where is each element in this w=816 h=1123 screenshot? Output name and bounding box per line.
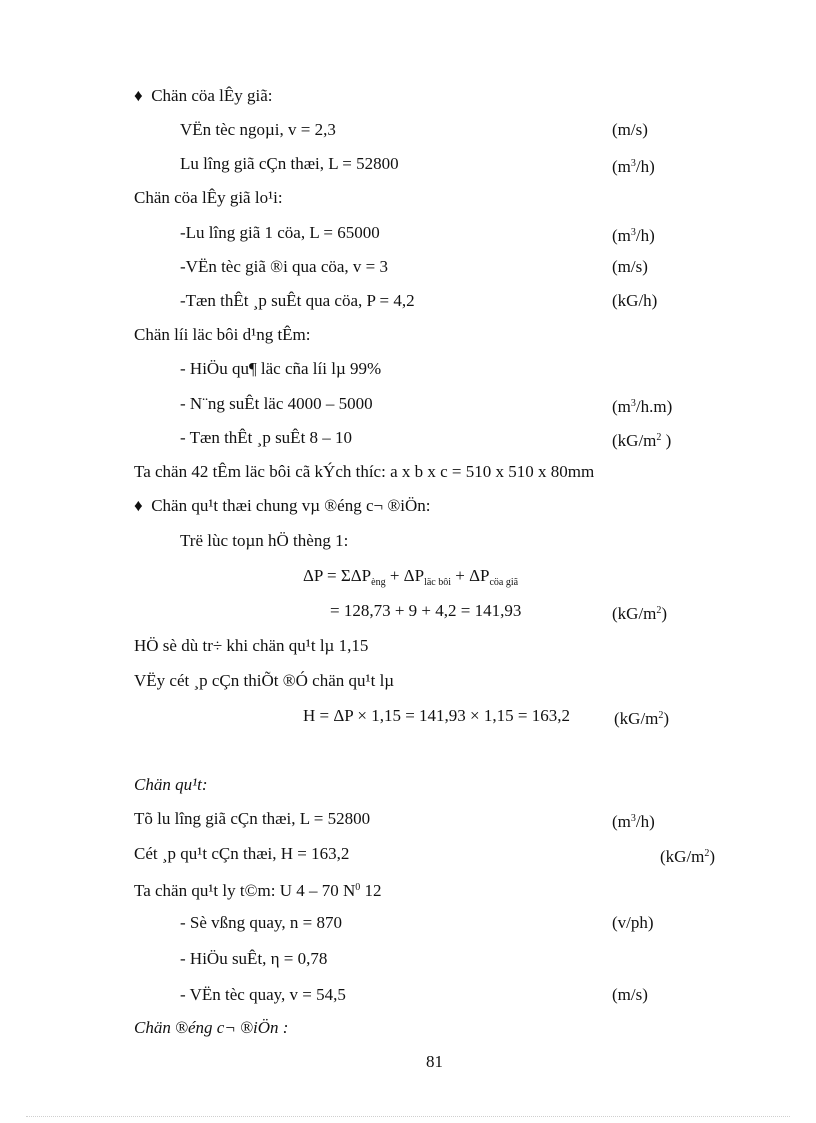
- unit-label: (m/s): [612, 257, 648, 276]
- text-line: VËn tèc ngoµi, v = 2,3: [180, 120, 336, 139]
- text-line: Tõ lu lîng giã cÇn thæi, L = 52800: [134, 809, 371, 828]
- unit-label: $(kG/m^2)$: [660, 847, 716, 866]
- unit-label: $(kG/m^2)$: [612, 604, 668, 623]
- heading-air-intake: Chän cöa lÊy giã:: [151, 86, 273, 105]
- unit-label: $(m^3/h)$: [612, 226, 655, 245]
- unit-label: ($kG/m^2$ ): [612, 431, 672, 450]
- list-item: - Sè vßng quay, n = 870: [180, 913, 342, 932]
- list-item: - VËn tèc quay, v = 54,5: [180, 985, 346, 1004]
- bullet-line-fan: [134, 496, 431, 516]
- text-line: Cét ¸p qu¹t cÇn thæi, H = 163,2: [134, 844, 350, 863]
- list-item: - N¨ng suÊt läc 4000 – 5000: [180, 394, 373, 413]
- page-number: 81: [426, 1052, 443, 1071]
- list-item: - HiÖu qu¶ läc cña líi lµ 99%: [180, 359, 382, 378]
- text-line: HÖ sè dù tr÷ khi chän qu¹t lµ 1,15: [134, 636, 369, 655]
- unit-label: $(kG/m^2)$: [614, 709, 670, 728]
- text-line: -Lu lîng giã 1 cöa, L = 65000: [180, 223, 380, 242]
- text-line: Trë lùc toµn hÖ thèng 1:: [180, 531, 349, 550]
- page-bottom-divider: [26, 1116, 790, 1117]
- unit-label: $(m^3/h.m)$: [612, 397, 673, 416]
- unit-label: $(m^3/h)$: [612, 157, 655, 176]
- section-heading-fan-selection: Chän qu¹t:: [134, 775, 208, 794]
- formula-pressure-sum: $\Delta P = \Sigma\Delta P_{èng} + \Delta P_{läc bôi} + \Delta P_{cöa giã}$: [303, 566, 519, 588]
- list-item: - HiÖu suÊt, η = 0,78: [180, 949, 328, 968]
- section-heading-motor-selection: Chän ®éng c¬ ®iÖn :: [134, 1018, 289, 1037]
- unit-label: (m/s): [612, 985, 648, 1004]
- unit-label: (m/s): [612, 120, 648, 139]
- list-item: - Tæn thÊt ¸p suÊt 8 – 10: [180, 428, 353, 447]
- text-line: VËy cét ¸p cÇn thiÕt ®Ó chän qu¹t lµ: [134, 671, 395, 690]
- text-line: Lu lîng giã cÇn thæi, L = 52800: [180, 154, 399, 173]
- unit-label: $(m^3/h)$: [612, 812, 655, 831]
- formula-pressure-result: = 128,73 + 9 + 4,2 = 141,93: [330, 601, 522, 620]
- formula-head: H = ΔP × 1,15 = 141,93 × 1,15 = 163,2: [303, 706, 570, 725]
- text-line: -Tæn thÊt ¸p suÊt qua cöa, P = 4,2: [180, 291, 415, 310]
- diamond-bullet-icon: ♦: [134, 86, 143, 105]
- text-line: Chän líi läc bôi d¹ng tÊm:: [134, 325, 311, 344]
- text-line: Ta chän 42 tÊm läc bôi cã kÝch thíc: a x b x c = 510 x 510 x 80mm: [134, 462, 595, 481]
- text-line: Chän cöa lÊy giã lo¹i:: [134, 188, 283, 207]
- heading-fan: Chän qu¹t thæi chung vµ ®éng c¬ ®iÖn:: [151, 496, 431, 515]
- unit-label: (kG/h): [612, 291, 658, 310]
- text-line: Ta chän qu¹t ly t©m: U 4 – 70 $N^0$ 12: [134, 881, 382, 900]
- text-line: -VËn tèc giã ®i qua cöa, v = 3: [180, 257, 389, 276]
- bullet-line-air-intake: [134, 86, 273, 106]
- unit-label: (v/ph): [612, 913, 654, 932]
- diamond-bullet-icon: ♦: [134, 496, 143, 515]
